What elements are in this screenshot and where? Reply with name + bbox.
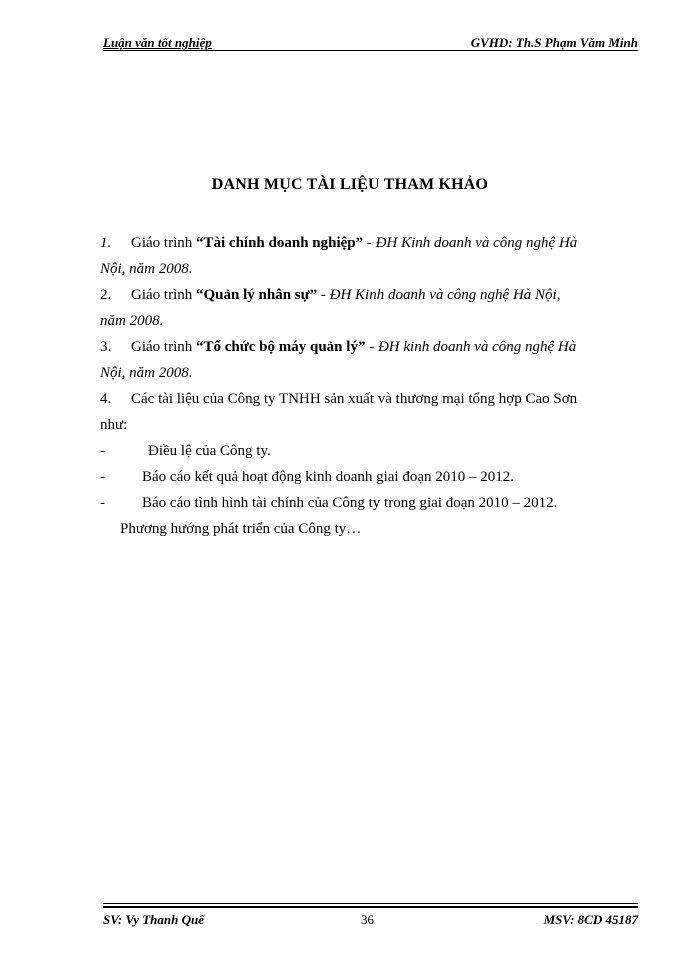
reference-title: “Quản lý nhân sự” - [196, 287, 326, 303]
reference-separator: - [365, 339, 378, 355]
closing-line-text: Phương hướng phát triển của Công ty… [120, 521, 362, 537]
closing-line [100, 516, 635, 542]
reference-prefix: Giáo trình [131, 287, 196, 303]
page-title: DANH MỤC TÀI LIỆU THAM KHẢO [211, 176, 489, 193]
reference-publisher-cont: Nội, năm 2008. [100, 365, 193, 381]
header-thesis-label: Luận văn tốt nghiệp [103, 35, 212, 50]
reference-title: “Tổ chức bộ máy quản lý” [196, 339, 366, 355]
reference-publisher: ĐH Kinh doanh và công nghệ Hà [375, 235, 578, 251]
footer-rule-thick [103, 906, 638, 908]
reference-prefix: Giáo trình [131, 339, 196, 355]
reference-publisher-cont: Nội, năm 2008. [100, 261, 193, 277]
reference-item [100, 230, 635, 282]
bullet-item [100, 490, 635, 516]
reference-prefix: Giáo trình [131, 235, 196, 251]
reference-list [100, 230, 635, 542]
footer-student: SV: Vy Thanh Quế [103, 912, 205, 927]
page-footer [103, 912, 638, 932]
bullet-item [100, 438, 635, 464]
reference-publisher: ĐH Kinh doanh và công nghệ Hà Nội, [329, 287, 561, 303]
reference-number: 1. [100, 235, 112, 251]
reference-item [100, 282, 635, 334]
reference-text-cont: như: [100, 417, 128, 433]
page-number: 36 [361, 912, 374, 927]
reference-separator: - [363, 235, 376, 251]
reference-publisher-cont: năm 2008. [100, 313, 164, 329]
bullet-dash: - [100, 443, 105, 459]
reference-text: Các tài liệu của Công ty TNHH sản xuất và thương mại tổng hợp Cao Sơn [131, 391, 578, 407]
bullet-text: Báo cáo kết quả hoạt động kinh doanh giai đoạn 2010 – 2012. [142, 469, 515, 485]
reference-item [100, 334, 635, 386]
bullet-item [100, 464, 635, 490]
reference-number: 4. [100, 391, 112, 407]
header-rule [103, 50, 638, 51]
header-advisor: GVHD: Th.S Phạm Văm Minh [470, 35, 638, 50]
reference-publisher: ĐH kinh doanh và công nghệ Hà [377, 339, 577, 355]
footer-student-id: MSV: 8CD 45187 [543, 912, 638, 927]
reference-number: 3. [100, 339, 112, 355]
reference-title: “Tài chính doanh nghiệp” [196, 235, 364, 251]
bullet-dash: - [100, 469, 105, 485]
bullet-text: Điều lệ của Công ty. [148, 443, 271, 459]
reference-item [100, 386, 635, 438]
page-header [103, 35, 638, 55]
bullet-text: Báo cáo tình hình tài chính của Công ty trong giai đoạn 2010 – 2012. [142, 495, 558, 511]
footer-rule-thin [103, 903, 638, 904]
bullet-dash: - [100, 495, 105, 511]
reference-number: 2. [100, 287, 112, 303]
